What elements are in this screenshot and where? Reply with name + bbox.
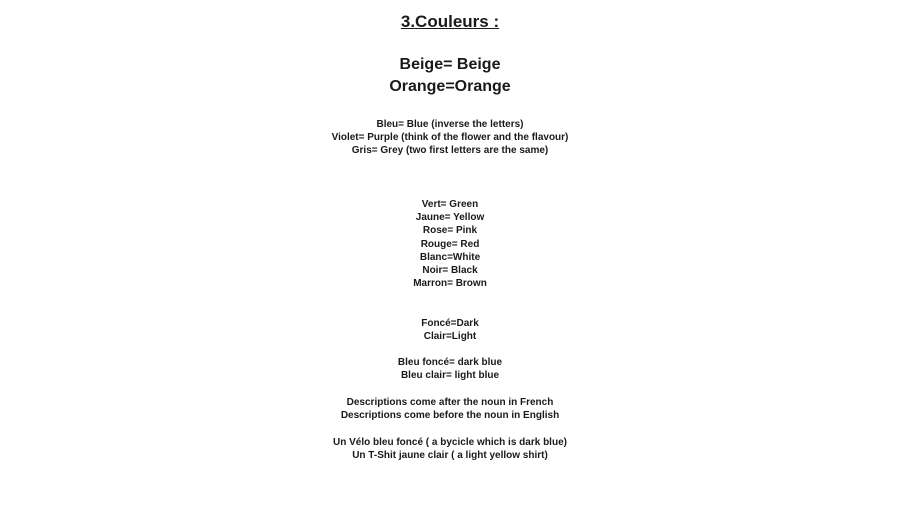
text-line: Bleu= Blue (inverse the letters)	[376, 119, 524, 130]
text-line: Vert= Green	[421, 199, 479, 210]
text-line: Bleu clair= light blue	[400, 370, 500, 382]
slide-title: 3.Couleurs :	[400, 12, 500, 31]
text-line: Bleu foncé= dark blue	[397, 357, 503, 368]
text-line: Rose= Pink	[422, 225, 478, 237]
text-line: Descriptions come after the noun in French	[346, 397, 554, 408]
text-line: Marron= Brown	[413, 278, 487, 290]
text-line: Clair=Light	[423, 331, 477, 343]
shade-examples	[0, 356, 900, 382]
color-group-basic	[0, 198, 900, 290]
text-line: Rouge= Red	[420, 238, 480, 250]
grammar-note	[0, 396, 900, 422]
big-line-orange: Orange=Orange	[389, 78, 511, 95]
color-group-tips	[0, 118, 900, 158]
text-line: Noir= Black	[422, 265, 478, 277]
big-line-beige: Beige= Beige	[399, 56, 501, 73]
text-line: Foncé=Dark	[421, 318, 479, 329]
shade-group	[0, 317, 900, 343]
text-line: Blanc=White	[419, 251, 481, 263]
text-line: Un Vélo bleu foncé ( a bycicle which is dark blue)	[333, 437, 567, 448]
text-line: Descriptions come before the noun in English	[340, 410, 560, 422]
sentence-examples	[0, 436, 900, 462]
text-line: Jaune= Yellow	[415, 212, 485, 224]
text-line: Un T-Shit jaune clair ( a light yellow shirt)	[352, 450, 548, 462]
text-line: Gris= Grey (two first letters are the same)	[351, 145, 549, 157]
text-line: Violet= Purple (think of the flower and the flavour)	[331, 132, 569, 144]
